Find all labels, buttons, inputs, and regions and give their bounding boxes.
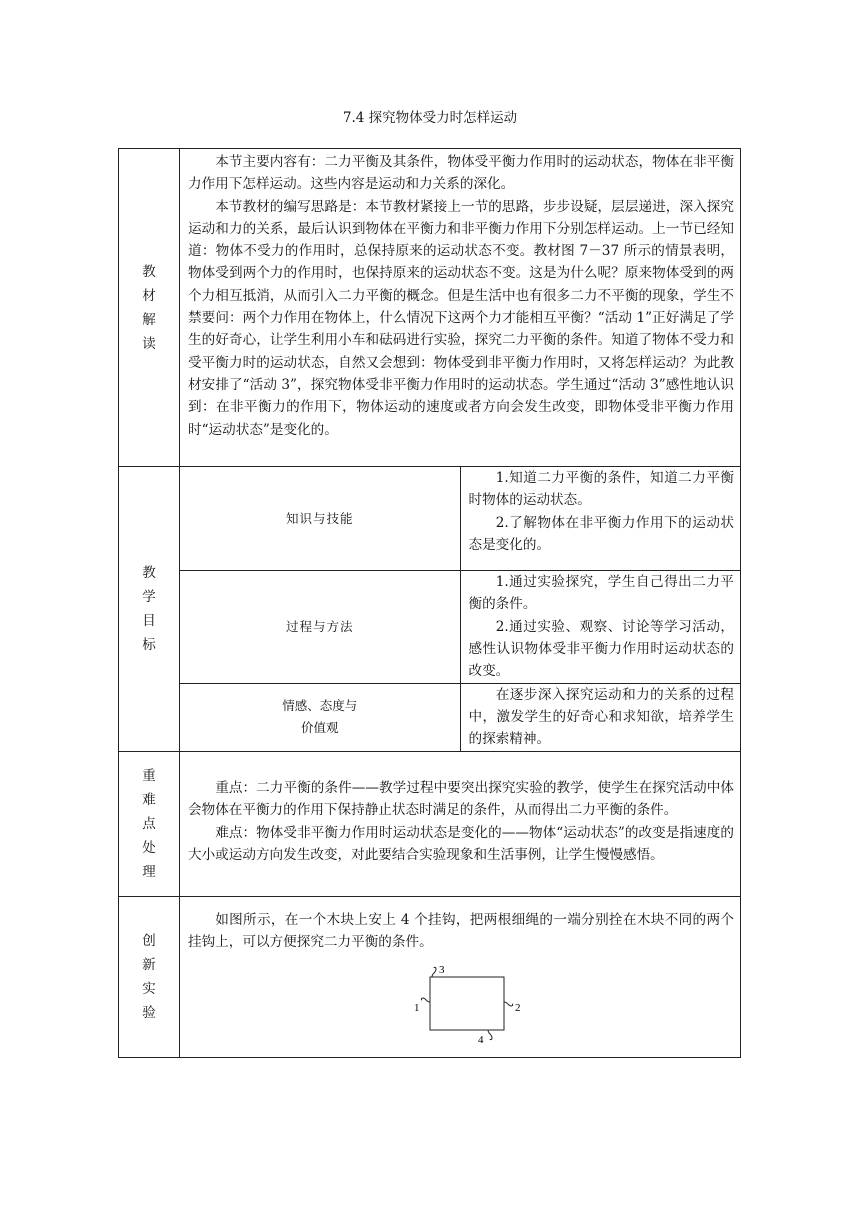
hook-label-1: 1 [414,1002,420,1015]
experiment-row [119,896,741,1058]
goal-sublabel: 过程与方法 [180,571,461,683]
goal-item: 1.知道二力平衡的条件，知道二力平衡时物体的运动状态。 [468,470,734,509]
lesson-table [118,148,741,1058]
textbook-label: 教 材 解 读 [119,149,180,467]
goal-sublabel: 知识与技能 [180,467,461,571]
hook-label-4: 4 [478,1034,484,1047]
goal-row-attitude [119,683,741,751]
goal-item: 2.了解物体在非平衡力作用下的运动状态是变化的。 [468,514,734,553]
key-points-content [180,751,741,896]
hook-1-icon [421,998,430,1002]
goal-item: 在逐步深入探究运动和力的关系的过程中，激发学生的好奇心和求知欲，培养学生的探索精神。 [468,686,734,748]
goal-content [460,683,741,751]
textbook-content [180,149,741,467]
experiment-paragraph: 如图所示，在一个木块上安上 4 个挂钩，把两根细绳的一端分别拴在木块不同的两个挂钩上，可以方便探究二力平衡的条件。 [188,911,734,950]
hook-label-3: 3 [439,964,445,977]
wood-block-diagram [408,963,538,1053]
goal-content [460,467,741,571]
goal-sublabel: 情感、态度与 价值观 [180,683,461,751]
goal-row-process [119,571,741,683]
key-points-label: 重 难 点 处 理 [119,751,180,896]
key-point-paragraph: 重点：二力平衡的条件——教学过程中要突出探究实验的教学，使学生在探究活动中体会物体在平衡力的作用下保持静止状态时满足的条件，从而得出二力平衡的条件。 [188,779,734,819]
textbook-paragraph: 本节主要内容有：二力平衡及其条件，物体受平衡力作用时的运动状态，物体在非平衡力作用下怎样运动。这些内容是运动和力关系的深化。 [188,154,734,193]
hook-3-icon [432,967,436,977]
key-point-paragraph: 难点：物体受非平衡力作用时运动状态是变化的——物体“运动状态”的改变是指速度的大小或运动方向发生改变，对此要结合实验现象和生活事例，让学生慢慢感悟。 [188,824,734,863]
textbook-row [119,149,741,467]
experiment-content [180,896,741,1058]
textbook-paragraph: 本节教材的编写思路是：本节教材紧接上一节的思路，步步设疑，层层递进，深入探究运动和力的关系，最后认识到物体在平衡力和非平衡力作用下分别怎样运动。上一节已经知道：物体不受力的作用时，总保持原来的运动状态不变。教材图 7－37 所示的情景表明，物体受到两个力的作用时，也保持原来的运动状态不变。这是为什么呢？原来物体受到的两个力相互抵消，从而引入二力平衡的概念。但是生活中也有很多二力不平衡的现象，学生不禁要问：两个力作用在物体上，什么情况下这两个力才能相互平衡？“活动 1”正好满足了学生的好奇心，让学生利用小车和砝码进行实验，探究二力平衡的条件。知道了物体不受力和受平衡力时的运动状态，自然又会想到：物体受到非平衡力作用时，又将怎样运动？为此教材安排了“活动 3”，探究物体受非平衡力作用时的运动状态。学生通过“活动 3”感性地认识到：在非平衡力的作用下，物体运动的速度或者方向会发生改变，即物体受非平衡力作用时“运动状态”是变化的。 [188,198,734,438]
experiment-label: 创 新 实 验 [119,896,180,1058]
wood-block [430,977,504,1030]
goal-item: 2.通过实验、观察、讨论等学习活动，感性认识物体受非平衡力作用时运动状态的改变。 [468,618,734,680]
hook-4-icon [488,1030,492,1040]
goal-row-knowledge [119,467,741,571]
goals-label: 教 学 目 标 [119,467,180,752]
goal-item: 1.通过实验探究，学生自己得出二力平衡的条件。 [468,574,734,613]
hook-label-2: 2 [515,1002,521,1015]
goal-content [460,571,741,683]
hook-2-icon [504,1002,513,1006]
key-points-row [119,751,741,896]
page-title: 7.4 探究物体受力时怎样运动 [342,110,518,126]
